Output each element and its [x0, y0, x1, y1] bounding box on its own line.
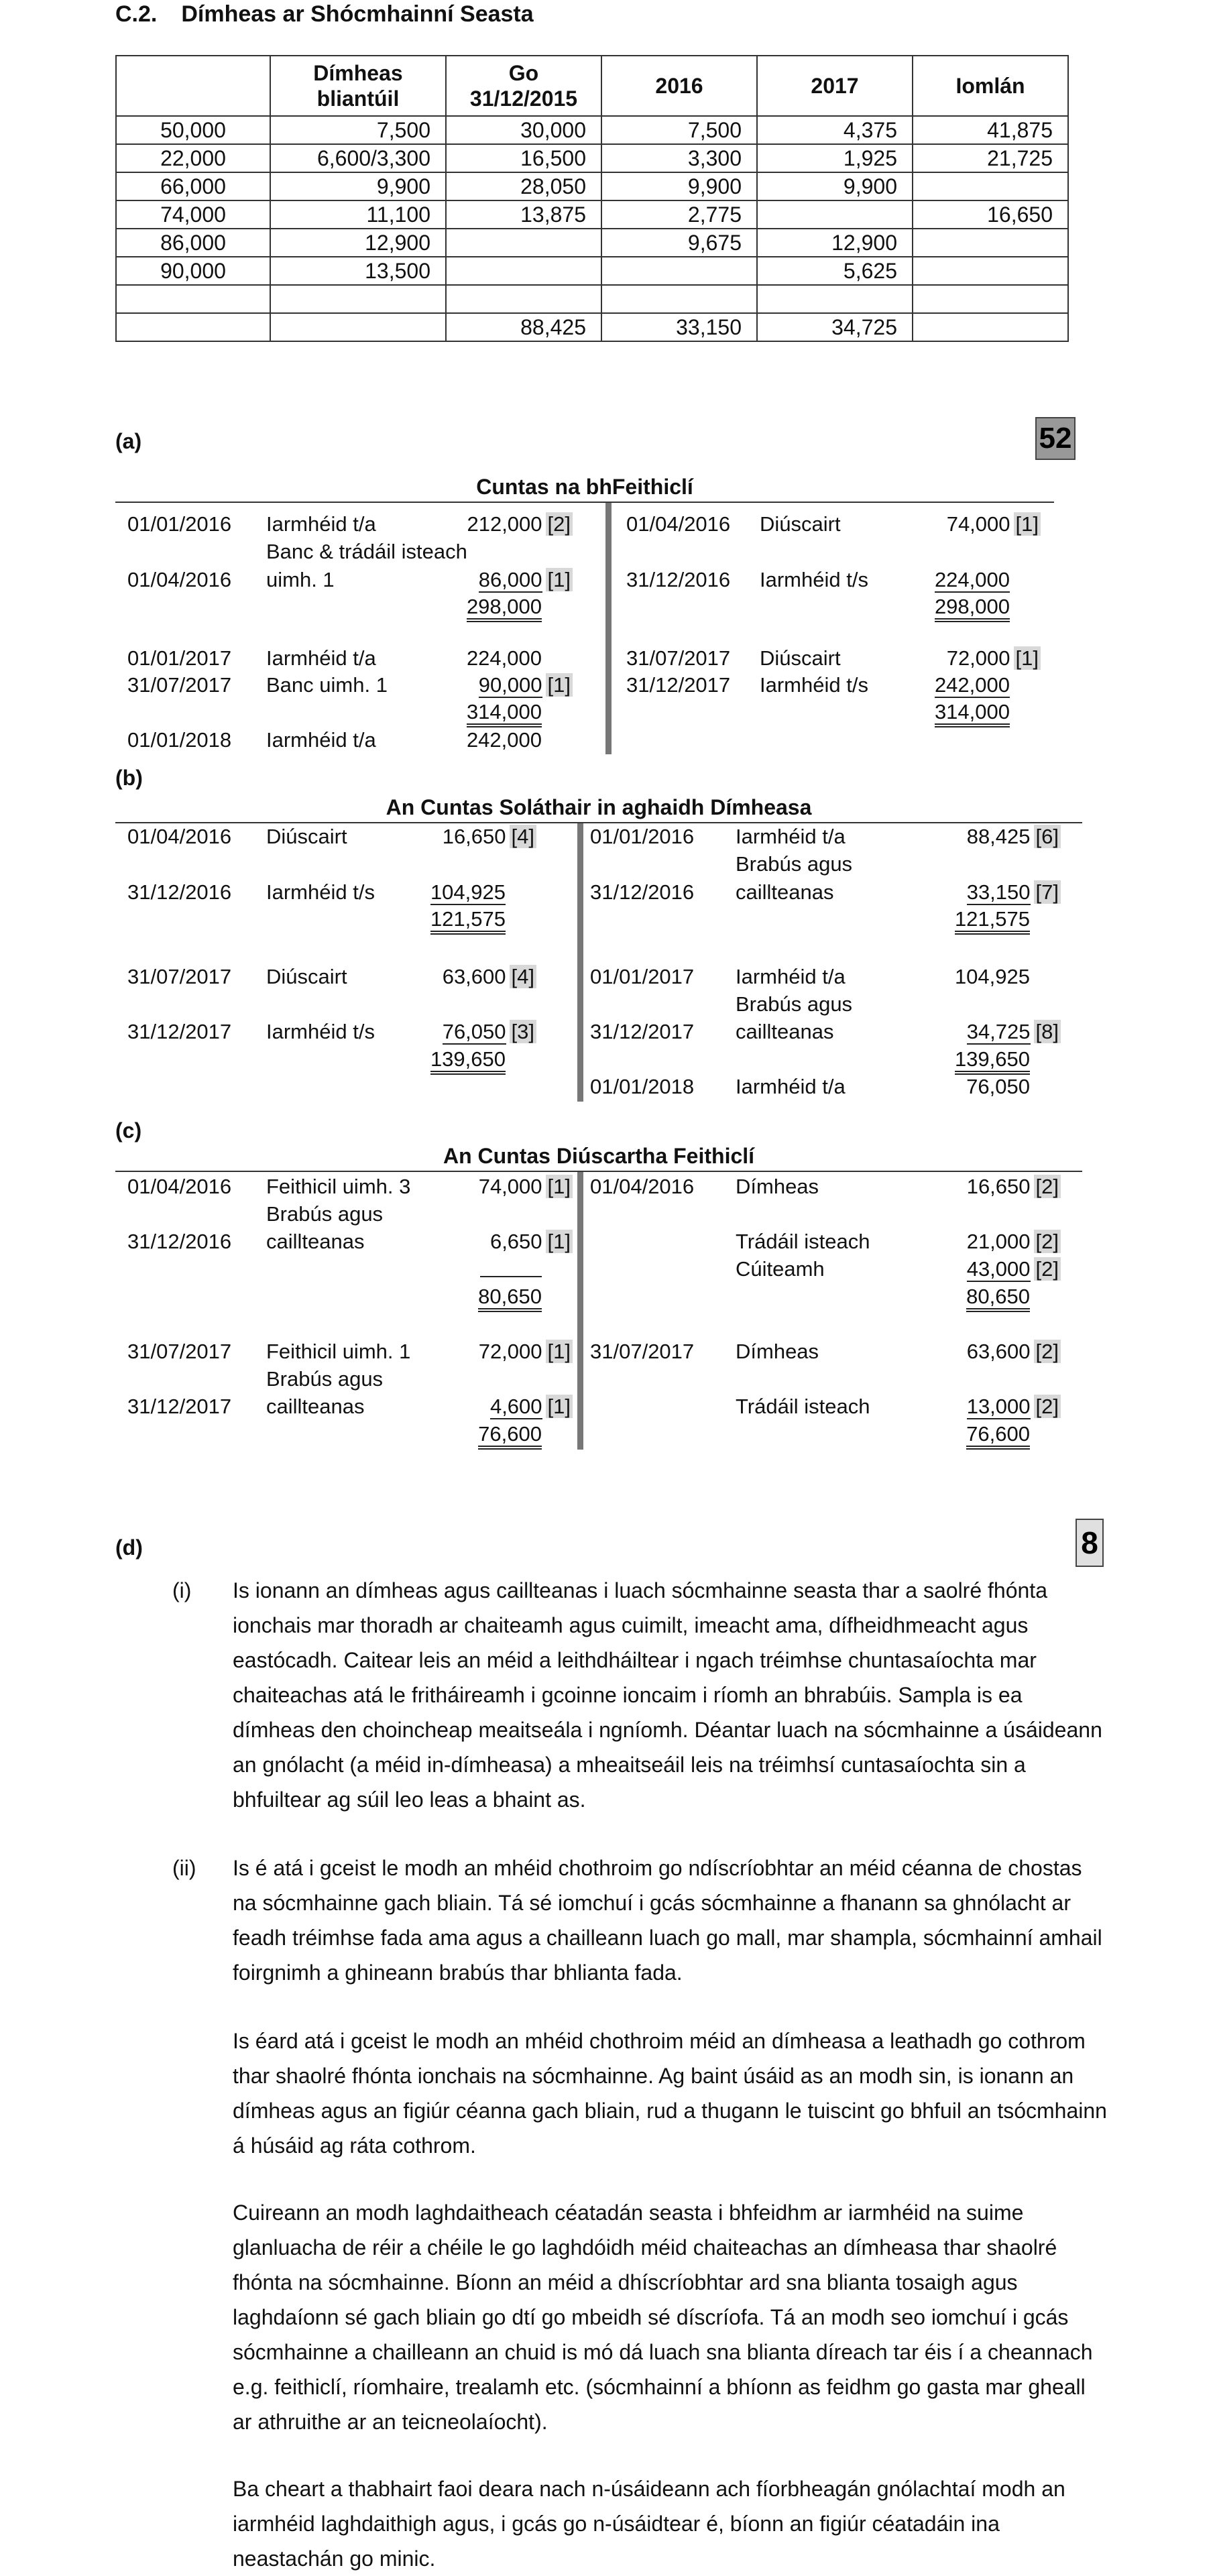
account-amount	[966, 1283, 1061, 1310]
mark-reference: [1]	[546, 673, 573, 697]
account-amount	[947, 645, 1041, 672]
table-cell: 90,000	[116, 257, 270, 285]
table-cell	[446, 285, 601, 313]
account-description: Iarmhéid t/a	[266, 728, 376, 752]
account-amount	[467, 593, 573, 620]
account-date: 01/04/2016	[127, 568, 232, 591]
provision-account-title: An Cuntas Soláthair in aghaidh Dímheasa	[386, 795, 812, 819]
account-date: 01/01/2016	[590, 825, 695, 848]
amount-value: 212,000	[467, 512, 542, 536]
header-cost	[116, 56, 270, 116]
mark-reference: [2]	[546, 512, 573, 536]
table-cell: 86,000	[116, 229, 270, 257]
account-amount	[967, 1173, 1061, 1200]
table-cell: 13,500	[270, 257, 446, 285]
amount-value: 80,650	[966, 1285, 1030, 1312]
table-cell: 11,100	[270, 200, 446, 229]
table-cell	[446, 257, 601, 285]
account-description: caillteanas	[266, 1230, 365, 1253]
account-description: Banc & trádáil isteach	[266, 540, 467, 563]
table-row	[116, 200, 1068, 229]
amount-value: 314,000	[935, 700, 1010, 727]
amount-value: 72,000	[478, 1340, 542, 1363]
item-ii-para-3: Cuireann an modh laghdaitheach céatadán seasta i bhfeidhm ar iarmhéid na suime glanluacha de réir a chéile le go laghdóidh méid chaiteachas an dímheasa thar shaolré fhónta na sócmhainne. Bíonn an méid a dhíscríobhtar ard sna blianta tosaigh agus laghdaíonn sé gach bliain go dtí go mbeidh sé díscríofa. Tá an modh seo iomchuí i gcás sócmhainne a chailleann an chuid is mó dá luach sna blianta díreach tar éis í a cheannach e.g. feithiclí, ríomhaire, trealamh etc. (sócmhainní a bhíonn as feidhm go gasta mar gheall ar athruithe ar an teicneolaíocht).	[233, 2201, 1093, 2434]
mark-reference: [4]	[510, 825, 536, 848]
account-amount	[443, 823, 536, 850]
table-cell: 41,875	[913, 116, 1068, 144]
account-description: Iarmhéid t/s	[760, 568, 868, 591]
account-amount	[479, 1338, 573, 1365]
mark-reference: [8]	[1034, 1020, 1061, 1043]
amount-value: 13,000	[966, 1395, 1031, 1418]
table-cell: 9,900	[270, 172, 446, 200]
amount-value: 298,000	[467, 595, 542, 622]
mark-reference: [1]	[546, 1340, 573, 1363]
table-row	[116, 285, 1068, 313]
table-cell	[116, 313, 270, 341]
account-description: Iarmhéid t/s	[266, 880, 375, 904]
table-cell: 12,900	[270, 229, 446, 257]
account-description: Iarmhéid t/a	[736, 1075, 846, 1098]
account-description: Diúscairt	[760, 512, 841, 536]
header-total: Iomlán	[913, 56, 1068, 116]
header-2016: 2016	[601, 56, 757, 116]
account-amount	[443, 963, 536, 990]
account-description: Brabús agus	[266, 1202, 384, 1226]
table-cell: 21,725	[913, 144, 1068, 172]
mark-reference: [2]	[1034, 1230, 1061, 1253]
account-date: 01/04/2016	[127, 825, 232, 848]
mark-reference: [2]	[1034, 1175, 1061, 1198]
vehicles-account-title: Cuntas na bhFeithiclí	[476, 475, 693, 499]
account-date: 31/07/2017	[127, 1340, 232, 1363]
part-d-mark: 8	[1076, 1519, 1104, 1567]
account-amount	[935, 672, 1041, 699]
vehicles-account-divider	[605, 503, 612, 754]
amount-value: 224,000	[934, 568, 1010, 591]
part-d-label: (d)	[115, 1535, 143, 1560]
table-cell: 4,375	[757, 116, 913, 144]
account-description: Iarmhéid t/a	[736, 965, 846, 988]
account-date: 31/07/2017	[127, 673, 232, 697]
account-description: Iarmhéid t/a	[266, 512, 376, 536]
amount-value: 90,000	[478, 673, 542, 697]
account-amount	[955, 963, 1061, 990]
table-cell: 34,725	[757, 313, 913, 341]
account-amount	[479, 1173, 573, 1200]
amount-value: 63,600	[966, 1340, 1031, 1363]
account-amount	[479, 672, 573, 699]
mark-reference: [6]	[1034, 825, 1061, 848]
header-2017: 2017	[757, 56, 913, 116]
account-date: 01/04/2016	[127, 1175, 232, 1198]
mark-reference: [1]	[1014, 646, 1041, 670]
table-row	[116, 229, 1068, 257]
table-cell: 7,500	[601, 116, 757, 144]
amount-value: 63,600	[442, 965, 506, 988]
account-amount	[430, 906, 536, 933]
account-amount	[467, 511, 573, 538]
disposal-account-rule	[115, 1171, 1082, 1172]
table-cell: 74,000	[116, 200, 270, 229]
account-amount	[955, 1046, 1061, 1073]
account-date: 01/01/2017	[127, 646, 232, 670]
table-cell: 66,000	[116, 172, 270, 200]
account-amount	[966, 1073, 1061, 1100]
amount-value: 80,650	[478, 1285, 542, 1312]
item-ii-para-4: Ba cheart a thabhairt faoi deara nach n-úsáideann ach fíorbheagán gnólachtaí modh an iarmhéid laghdaithigh agus, i gcás go n-úsáidtear é, bíonn an figiúr céatadáin ina neastachán go minic.	[233, 2477, 1065, 2571]
account-description: Brabús agus	[736, 852, 853, 876]
account-description: Diúscairt	[266, 965, 347, 988]
table-cell	[913, 257, 1068, 285]
table-cell	[913, 313, 1068, 341]
account-amount	[935, 699, 1041, 725]
amount-value: 4,600	[489, 1395, 542, 1418]
table-row	[116, 144, 1068, 172]
account-date: 31/12/2017	[127, 1395, 232, 1418]
mark-reference: [7]	[1034, 880, 1061, 904]
account-date: 01/01/2017	[590, 965, 695, 988]
account-date: 31/12/2016	[127, 880, 232, 904]
table-cell	[446, 229, 601, 257]
table-cell: 88,425	[446, 313, 601, 341]
table-cell: 50,000	[116, 116, 270, 144]
provision-account-divider	[577, 823, 583, 1102]
account-amount	[967, 1256, 1061, 1283]
item-ii-para-1: Is é atá i gceist le modh an mhéid chothroim go ndíscríobhtar an méid céanna de chostas na sócmhainne gach bliain. Tá sé iomchuí i gcás sócmhainne a fhanann sa ghnólacht ar feadh tréimhse fada ama agus a chailleann luach go mall, mar shampla, sócmhainní amhail foirgnimh a ghineann brabús thar bhlianta fada.	[233, 1856, 1102, 1985]
account-amount	[480, 1256, 573, 1284]
table-cell: 1,925	[757, 144, 913, 172]
depreciation-table	[115, 55, 1069, 342]
account-amount	[947, 511, 1041, 538]
account-description: Banc uimh. 1	[266, 673, 388, 697]
account-amount	[967, 879, 1061, 906]
mark-reference: [2]	[1034, 1395, 1061, 1418]
amount-value: 43,000	[966, 1257, 1031, 1281]
account-description: Iarmhéid t/s	[760, 673, 868, 697]
table-cell	[601, 285, 757, 313]
account-amount	[430, 1046, 536, 1073]
amount-value: 121,575	[430, 907, 506, 935]
account-amount	[955, 906, 1061, 933]
account-date: 31/12/2017	[590, 1020, 695, 1043]
account-date: 31/12/2017	[626, 673, 731, 697]
account-description: Diúscairt	[266, 825, 347, 848]
table-cell: 12,900	[757, 229, 913, 257]
account-description: Iarmhéid t/a	[266, 646, 376, 670]
account-amount	[967, 1228, 1061, 1255]
amount-value: 74,000	[946, 512, 1010, 536]
account-description: Trádáil isteach	[736, 1395, 870, 1418]
account-date: 01/04/2016	[626, 512, 731, 536]
table-row	[116, 313, 1068, 341]
account-date: 31/07/2017	[127, 965, 232, 988]
amount-value: 16,650	[966, 1175, 1031, 1198]
account-date: 01/04/2016	[590, 1175, 695, 1198]
account-date: 31/12/2016	[127, 1230, 232, 1253]
account-amount	[966, 1421, 1061, 1448]
table-cell: 28,050	[446, 172, 601, 200]
account-amount	[967, 1338, 1061, 1365]
amount-value: 74,000	[478, 1175, 542, 1198]
table-cell: 33,150	[601, 313, 757, 341]
table-cell	[601, 257, 757, 285]
mark-reference: [3]	[510, 1020, 536, 1043]
mark-reference: [1]	[546, 1395, 573, 1418]
account-date: 31/07/2017	[626, 646, 731, 670]
account-description: Iarmhéid t/a	[736, 825, 846, 848]
amount-value: 76,600	[966, 1422, 1030, 1450]
account-amount	[478, 1421, 573, 1448]
amount-value: 76,600	[478, 1422, 542, 1450]
account-description: Feithicil uimh. 3	[266, 1175, 411, 1198]
amount-value: 21,000	[966, 1230, 1031, 1253]
item-i-text: Is ionann an dímheas agus caillteanas i luach sócmhainne seasta thar a saolré fhónta ionchais mar thoradh ar chaiteamh agus cuimilt, imeacht ama, dífheidhmeacht agus eastócadh. Caitear leis an méid a leithdháiltear i ngach tréimhse chuntasaíochta mar chaiteachas atá le fritháireamh i gcoinne ioncaim i ríomh an bhrabúis. Sampla is ea dímheas den choincheap meaitseála i ngníomh. Déantar luach na sócmhainne a úsáideann an gnólacht (a méid in-dímheasa) a mheaitseáil leis na tréimhsí cuntasaíochta sin a bhfuiltear ag súil leo leas a bhaint as.	[233, 1578, 1102, 1812]
amount-value: 72,000	[946, 646, 1010, 670]
account-amount	[967, 823, 1061, 850]
disposal-account-divider	[577, 1172, 583, 1450]
table-cell: 9,900	[757, 172, 913, 200]
amount-value: 139,650	[430, 1047, 506, 1075]
account-amount	[490, 1393, 573, 1420]
account-amount	[443, 1018, 536, 1045]
mark-reference: [1]	[546, 1230, 573, 1253]
mark-reference: [2]	[1034, 1257, 1061, 1281]
table-cell: 30,000	[446, 116, 601, 144]
amount-value: 34,725	[966, 1020, 1031, 1043]
mark-reference: [4]	[510, 965, 536, 988]
amount-value: 86,000	[478, 568, 542, 591]
account-description: Trádáil isteach	[736, 1230, 870, 1253]
table-cell	[757, 285, 913, 313]
table-cell: 9,675	[601, 229, 757, 257]
account-date: 31/07/2017	[590, 1340, 695, 1363]
table-row	[116, 116, 1068, 144]
mark-reference: [2]	[1034, 1340, 1061, 1363]
account-description: caillteanas	[736, 880, 834, 904]
part-a-mark: 52	[1035, 417, 1076, 460]
table-cell	[116, 285, 270, 313]
item-i-label: (i)	[172, 1578, 192, 1602]
table-cell: 22,000	[116, 144, 270, 172]
account-amount	[935, 593, 1041, 620]
account-description: Iarmhéid t/s	[266, 1020, 375, 1043]
part-c-label: (c)	[115, 1118, 142, 1143]
table-cell: 16,500	[446, 144, 601, 172]
account-amount	[479, 567, 573, 593]
vehicles-account-rule	[115, 502, 1054, 503]
amount-value: 104,925	[954, 965, 1030, 988]
item-ii-label: (ii)	[172, 1856, 196, 1880]
account-amount	[490, 1228, 573, 1255]
account-date: 01/01/2018	[127, 728, 232, 752]
amount-value: 121,575	[955, 907, 1030, 935]
mark-reference: [1]	[546, 1175, 573, 1198]
account-amount	[467, 727, 573, 754]
account-amount	[467, 699, 573, 725]
account-description: Brabús agus	[736, 992, 853, 1016]
mark-reference: [1]	[1014, 512, 1041, 536]
amount-value: 242,000	[934, 673, 1010, 697]
amount-value	[480, 1256, 542, 1277]
amount-value: 6,650	[489, 1230, 542, 1253]
amount-value: 314,000	[467, 700, 542, 727]
account-date: 31/12/2016	[590, 880, 695, 904]
account-amount	[430, 879, 536, 906]
amount-value: 242,000	[466, 728, 542, 752]
account-description: caillteanas	[266, 1395, 365, 1418]
table-cell: 7,500	[270, 116, 446, 144]
account-description: uimh. 1	[266, 568, 335, 591]
disposal-account-title: An Cuntas Diúscartha Feithiclí	[443, 1144, 755, 1168]
account-amount	[478, 1283, 573, 1310]
account-description: Dímheas	[736, 1175, 819, 1198]
section-heading	[115, 1, 534, 27]
account-amount	[467, 645, 573, 672]
account-date: 01/01/2016	[127, 512, 232, 536]
account-description: Brabús agus	[266, 1367, 384, 1391]
amount-value: 33,150	[966, 880, 1031, 904]
table-cell	[913, 229, 1068, 257]
table-cell	[913, 172, 1068, 200]
table-cell: 5,625	[757, 257, 913, 285]
amount-value: 88,425	[966, 825, 1031, 848]
amount-value: 76,050	[966, 1075, 1030, 1098]
table-cell	[270, 313, 446, 341]
amount-value: 76,050	[442, 1020, 506, 1043]
account-description: caillteanas	[736, 1020, 834, 1043]
account-date: 31/12/2017	[127, 1020, 232, 1043]
account-date: 31/12/2016	[626, 568, 731, 591]
amount-value: 224,000	[466, 646, 542, 670]
account-date: 01/01/2018	[590, 1075, 695, 1098]
account-description: Cúiteamh	[736, 1257, 825, 1281]
account-description: Dímheas	[736, 1340, 819, 1363]
account-amount	[967, 1018, 1061, 1045]
amount-value: 16,650	[442, 825, 506, 848]
table-cell: 13,875	[446, 200, 601, 229]
table-header-row	[116, 56, 1068, 116]
table-row	[116, 172, 1068, 200]
account-amount	[935, 567, 1041, 593]
table-cell	[913, 285, 1068, 313]
table-cell: 2,775	[601, 200, 757, 229]
part-a-label: (a)	[115, 429, 142, 453]
table-cell: 6,600/3,300	[270, 144, 446, 172]
section-number: C.2.	[115, 1, 158, 27]
table-cell: 9,900	[601, 172, 757, 200]
table-cell	[757, 200, 913, 229]
section-title: Dímheas ar Shócmhainní Seasta	[181, 1, 534, 27]
account-description: Feithicil uimh. 1	[266, 1340, 411, 1363]
item-ii-para-2: Is éard atá i gceist le modh an mhéid chothroim méid an dímheasa a leathadh go cothrom thar shaolré fhónta ionchais na sócmhainne. Ag baint úsáid as an modh sin, is ionann an dímheas agus an figiúr céanna gach bliain, rud a thugann le tuiscint go bhfuil an tsócmhainn á húsáid ag ráta cothrom.	[233, 2029, 1107, 2158]
mark-reference: [1]	[546, 568, 573, 591]
account-amount	[967, 1393, 1061, 1420]
amount-value: 298,000	[935, 595, 1010, 622]
account-description: Diúscairt	[760, 646, 841, 670]
table-cell	[270, 285, 446, 313]
table-cell: 3,300	[601, 144, 757, 172]
table-row	[116, 257, 1068, 285]
amount-value: 104,925	[430, 880, 506, 904]
header-annual-depreciation: Dímheas bliantúil	[270, 56, 446, 116]
header-to-2015: Go 31/12/2015	[446, 56, 601, 116]
table-cell: 16,650	[913, 200, 1068, 229]
part-b-label: (b)	[115, 766, 143, 790]
amount-value: 139,650	[955, 1047, 1030, 1075]
